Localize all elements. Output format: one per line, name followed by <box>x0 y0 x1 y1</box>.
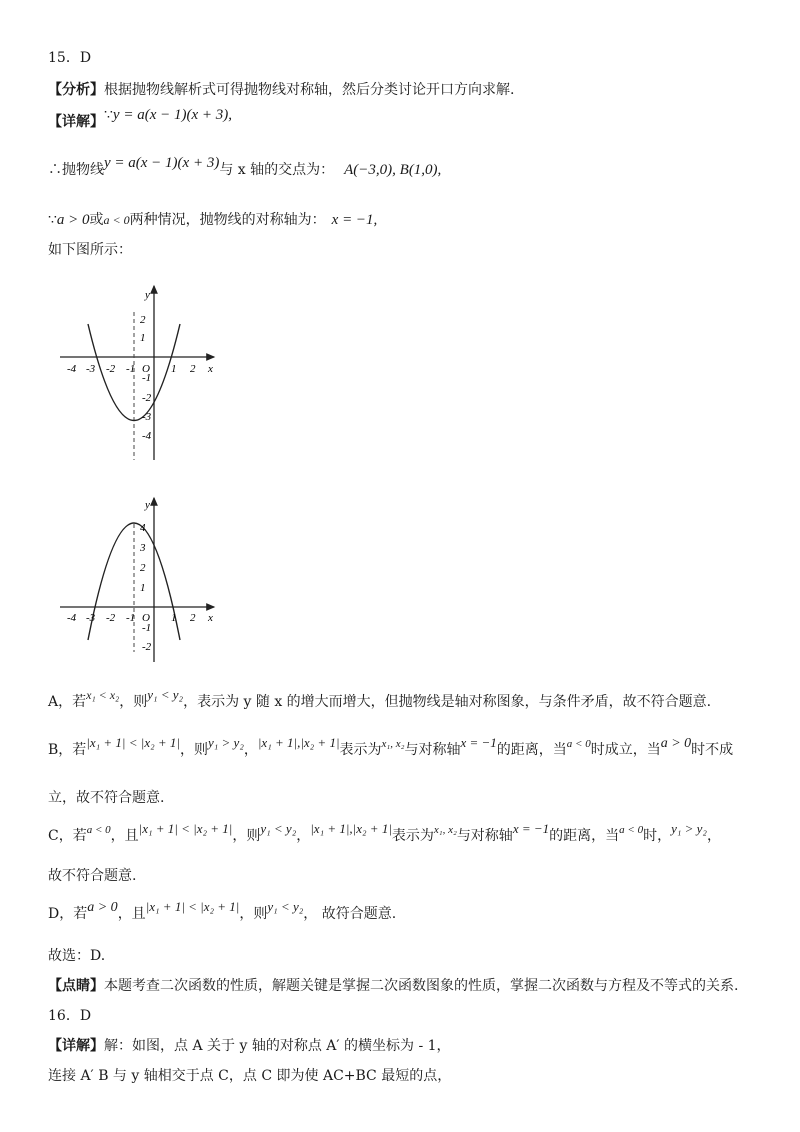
origin-label: O <box>142 612 150 624</box>
y-tick: 4 <box>140 522 146 534</box>
y-tick: -2 <box>142 641 152 653</box>
option-c-axis: x = −1 <box>512 821 550 836</box>
option-d-result: y₁ < y₂ <box>267 899 304 914</box>
option-b-cond1: a < 0 <box>566 738 591 750</box>
option-b <box>48 735 734 761</box>
option-a-condition: x₁ < x₂ <box>86 688 120 702</box>
comment-tag: 【点睛】 <box>48 978 104 994</box>
option-b-cond2: a > 0 <box>660 736 692 751</box>
y-axis-label: y <box>145 499 150 511</box>
option-c-text: 的距离，当 <box>549 828 620 844</box>
comment-text: 本题考查二次函数的性质，解题关键是掌握二次函数图象的性质，掌握二次函数与方程及不等式的关系. <box>104 978 739 994</box>
y-tick: -1 <box>142 622 152 634</box>
q15-cases <box>48 210 377 230</box>
option-c <box>48 821 721 847</box>
option-b-text: 表示为 <box>339 742 382 758</box>
axis-equation: x = −1, <box>331 212 378 228</box>
x-tick: 1 <box>171 363 177 375</box>
option-c-cont: 故不符合题意. <box>48 868 137 884</box>
intersect-text: 与 x 轴的交点为： <box>219 162 335 178</box>
option-c-abs: |x₁ + 1|,|x₂ + 1| <box>310 821 392 836</box>
q16-detail <box>48 1036 451 1056</box>
option-a-result: y₁ < y₂ <box>147 687 184 702</box>
x-tick: -1 <box>126 612 136 624</box>
x-tick: -3 <box>86 612 96 624</box>
x-tick: -2 <box>106 363 116 375</box>
option-c-cond1: a < 0 <box>86 824 111 836</box>
option-c-then: ，则 <box>232 828 261 844</box>
option-d-prefix: D，若 <box>48 906 88 922</box>
option-b-then: ，则 <box>180 742 208 758</box>
x-axis-label: x <box>208 612 213 624</box>
x-tick: -4 <box>67 363 77 375</box>
option-c-condition: |x₁ + 1| < |x₂ + 1| <box>138 821 233 836</box>
option-a-then: ，则 <box>119 694 148 710</box>
q16-line1: 解：如图，点 A 关于 y 轴的对称点 A′ 的横坐标为 - 1， <box>104 1038 451 1054</box>
option-c-comma: ， <box>296 828 311 844</box>
option-b-prefix: B，若 <box>48 742 87 758</box>
q15-intersections <box>48 155 442 180</box>
option-b-text: 与对称轴 <box>404 742 461 758</box>
y-tick: -3 <box>142 411 152 423</box>
option-c-vars: x₁, x₂ <box>433 824 457 836</box>
option-b-result: y₁ > y₂ <box>208 735 244 750</box>
y-tick: -2 <box>142 392 152 404</box>
option-d-text: ， 故符合题意. <box>303 906 397 922</box>
q16-number: 16．D <box>48 1008 92 1024</box>
option-d-condition: |x₁ + 1| < |x₂ + 1| <box>145 899 240 914</box>
x-tick: -4 <box>67 612 77 624</box>
q15-analysis <box>48 80 514 100</box>
option-b-comma: ， <box>243 742 258 758</box>
detail-tag: 【详解】 <box>48 114 104 130</box>
y-tick: 2 <box>140 314 146 326</box>
cases-prefix: ∵ <box>48 212 57 228</box>
q16-line2: 连接 A′ B 与 y 轴相交于点 C，点 C 即为使 AC+BC 最短的点， <box>48 1068 452 1084</box>
option-c-text: 与对称轴 <box>456 828 513 844</box>
x-tick: -1 <box>126 363 136 375</box>
because-symbol: ∵ <box>104 107 113 123</box>
y-tick: 1 <box>140 332 146 344</box>
option-c-text: 时， <box>643 828 672 844</box>
q15-number: 15．D <box>48 50 92 66</box>
equation-1: y = a(x − 1)(x + 3), <box>112 107 232 123</box>
option-d <box>48 899 397 925</box>
x-tick: 2 <box>190 612 196 624</box>
therefore-text: ∴抛物线 <box>48 162 104 178</box>
option-c-text: 表示为 <box>391 828 434 844</box>
option-c-cond2: a < 0 <box>619 824 644 836</box>
option-d-cond: a > 0 <box>87 900 118 915</box>
cond-neg: a < 0 <box>103 213 130 227</box>
option-a <box>48 687 712 712</box>
option-d-then: ，则 <box>239 906 268 922</box>
figure-intro: 如下图所示： <box>48 242 132 258</box>
x-axis-label: x <box>208 363 213 375</box>
option-b-vars: x₁, x₂ <box>381 738 405 750</box>
y-tick: -1 <box>142 372 152 384</box>
analysis-text: 根据抛物线解析式可得抛物线对称轴，然后分类讨论开口方向求解. <box>104 82 515 98</box>
y-tick: -4 <box>142 430 152 442</box>
option-a-text: ，表示为 y 随 x 的增大而增大，但抛物线是轴对称图象，与条件矛盾，故不符合题意. <box>183 694 712 710</box>
or-text: 或 <box>89 212 104 228</box>
option-c-and: ，且 <box>110 828 139 844</box>
option-c-end: ， <box>706 828 721 844</box>
option-a-prefix: A，若 <box>48 694 87 710</box>
y-tick: 1 <box>140 582 146 594</box>
x-tick: 1 <box>171 612 177 624</box>
option-b-abs: |x₁ + 1|,|x₂ + 1| <box>257 735 340 750</box>
option-b-text: 时成立，当 <box>590 742 661 758</box>
graph-upward-parabola <box>56 282 226 462</box>
intersection-points: A(−3,0), B(1,0), <box>344 162 442 178</box>
q16-detail-tag: 【详解】 <box>48 1038 104 1054</box>
option-d-and: ，且 <box>117 906 146 922</box>
x-tick: -3 <box>86 363 96 375</box>
cond-pos: a > 0 <box>56 212 90 228</box>
y-tick: 3 <box>140 542 146 554</box>
option-b-condition: |x₁ + 1| < |x₂ + 1| <box>86 735 180 750</box>
analysis-tag: 【分析】 <box>48 82 104 98</box>
answer-choice: 故选：D. <box>48 948 106 964</box>
y-axis-label: y <box>145 289 150 301</box>
x-tick: 2 <box>190 363 196 375</box>
option-b-cont: 立，故不符合题意. <box>48 790 165 806</box>
option-c-result: y₁ < y₂ <box>260 821 297 836</box>
y-tick: 2 <box>140 562 146 574</box>
origin-label: O <box>142 363 150 375</box>
option-b-text: 时不成 <box>691 742 734 758</box>
option-c-prefix: C，若 <box>48 828 87 844</box>
option-c-result2: y₁ > y₂ <box>671 821 707 836</box>
x-tick: -2 <box>106 612 116 624</box>
graph-downward-parabola <box>56 492 226 664</box>
cases-text: 两种情况，抛物线的对称轴为： <box>129 212 326 228</box>
q15-comment <box>48 976 738 996</box>
equation-2: y = a(x − 1)(x + 3) <box>104 155 220 171</box>
option-b-text: 的距离，当 <box>496 742 567 758</box>
q15-detail <box>48 107 232 132</box>
option-b-axis: x = −1 <box>460 735 497 750</box>
